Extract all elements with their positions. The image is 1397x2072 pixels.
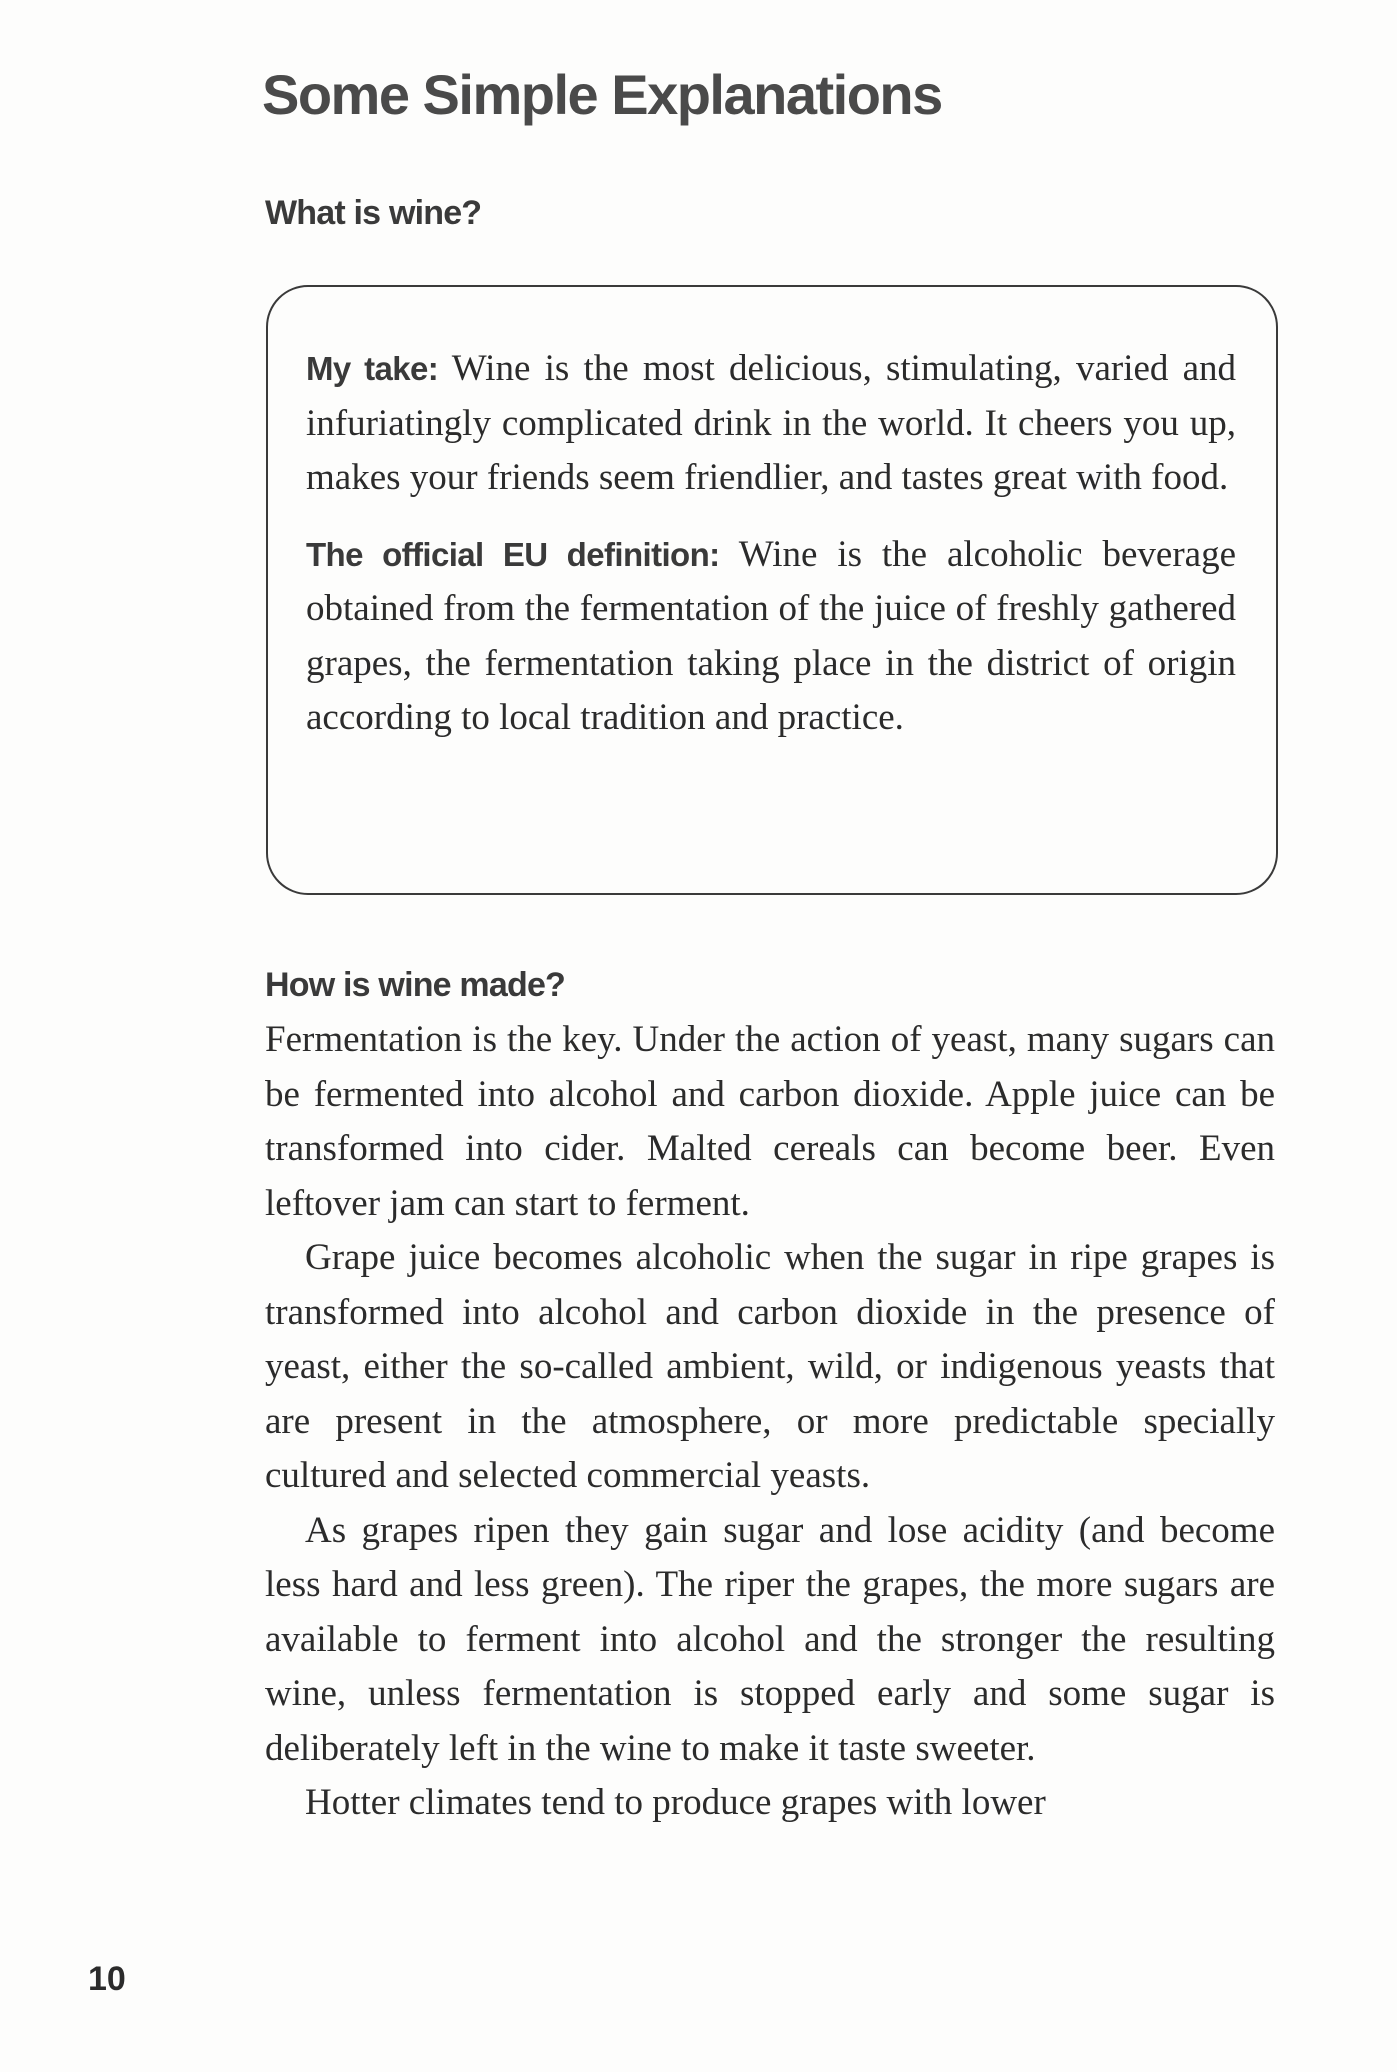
section-heading-how-is-wine-made: How is wine made? — [265, 966, 566, 1004]
eu-definition-paragraph — [306, 528, 1236, 746]
eu-definition-text: Wine is the alcoholic beverage obtained from the fermentation of the juice of freshly gathered grapes, the fermentation taking place in the district of origin according to local tradition and practice. — [306, 533, 1236, 738]
my-take-paragraph — [306, 342, 1236, 506]
body-paragraph: Hotter climates tend to produce grapes with lower — [305, 1782, 1046, 1823]
eu-definition-label: The official EU definition: — [306, 535, 720, 573]
page-title: Some Simple Explanations — [262, 63, 942, 126]
my-take-text: Wine is the most delicious, stimulating, varied and infuriatingly complicated drink in the world. It cheers you up, makes your friends seem friendlier, and tastes great with food. — [306, 348, 1237, 498]
my-take-label: My take: — [306, 350, 439, 387]
page-number: 10 — [88, 1960, 126, 1998]
section-heading-what-is-wine: What is wine? — [265, 194, 482, 232]
definition-box — [266, 285, 1278, 895]
definition-box-content — [306, 342, 1236, 746]
body-paragraph: As grapes ripen they gain sugar and lose acidity (and become less hard and less green). The riper the grapes, the more sugars are available to ferment into alcohol and the stronger the resulting wine, unless fermentation is stopped early and some sugar is deliberately left in the wine to make it taste sweeter. — [265, 1509, 1275, 1769]
body-paragraph: Fermentation is the key. Under the action of yeast, many sugars can be fermented into alcohol and carbon dioxide. Apple juice can be transformed into cider. Malted cereals can become beer. Even leftover jam can start to ferment. — [265, 1019, 1275, 1224]
body-paragraph: Grape juice becomes alcoholic when the sugar in ripe grapes is transformed into alcohol and carbon dioxide in the presence of yeast, either the so-called ambient, wild, or indigenous yeasts that are present in the atmosphere, or more predictable specially cultured and selected commercial yeasts. — [265, 1237, 1275, 1496]
body-text — [265, 1013, 1275, 1831]
